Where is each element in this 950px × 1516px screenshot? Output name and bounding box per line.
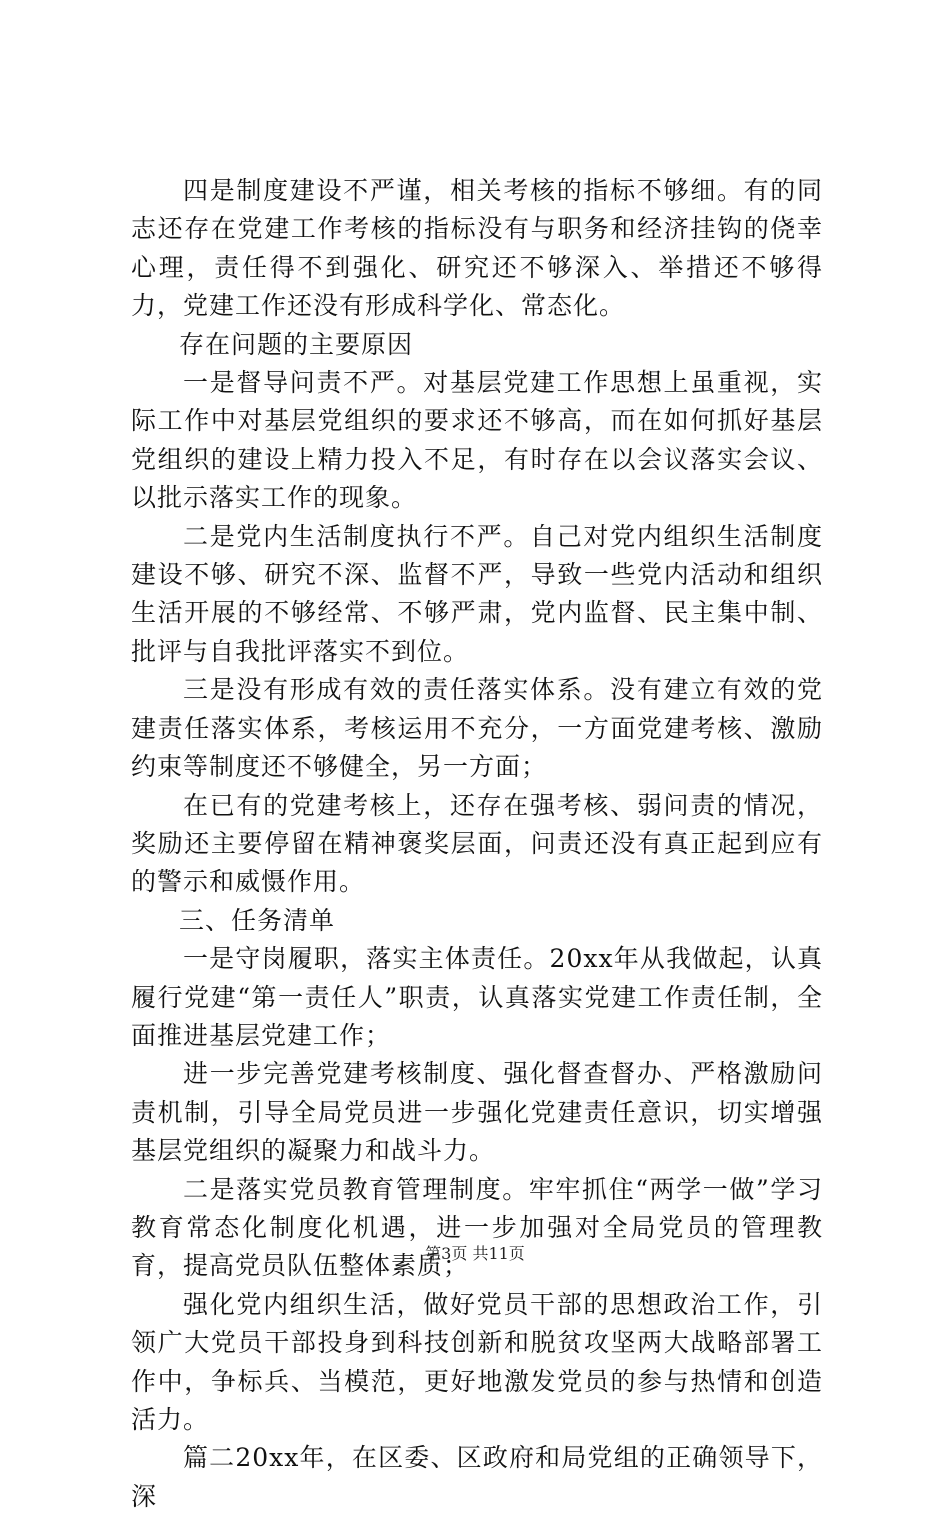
paragraph-assessment-improvement: 进一步完善党建考核制度、强化督查督办、严格激励问责机制，引导全局党员进一步强化党建责任意识，切实增强基层党组织的凝聚力和战斗力。 xyxy=(131,1059,823,1166)
paragraph-part-two-start: 篇二20xx年，在区委、区政府和局党组的正确领导下，深 xyxy=(131,1443,823,1511)
page-number-footer: 第3页 共11页 xyxy=(425,1244,525,1263)
paragraph-supervision-accountability: 一是督导问责不严。对基层党建工作思想上虽重视，实际工作中对基层党组织的要求还不够高，而在如何抓好基层党组织的建设上精力投入不足，有时存在以会议落实会议、以批示落实工作的现象。 xyxy=(131,368,823,513)
paragraph-member-education: 二是落实党员教育管理制度。牢牢抓住“两学一做”学习教育常态化制度化机遇，进一步加强对全局党员的管理教育，提高党员队伍整体素质； xyxy=(131,1174,823,1281)
heading-main-causes: 存在问题的主要原因 xyxy=(179,329,414,359)
paragraph-responsibility-system: 三是没有形成有效的责任落实体系。没有建立有效的党建责任落实体系，考核运用不充分，一方面党建考核、激励约束等制度还不够健全，另一方面； xyxy=(131,675,823,782)
paragraph-assessment-accountability: 在已有的党建考核上，还存在强考核、弱问责的情况，奖励还主要停留在精神褒奖层面，问责还没有真正起到应有的警示和威慑作用。 xyxy=(131,790,823,897)
paragraph-duty-performance: 一是守岗履职，落实主体责任。20xx年从我做起，认真履行党建“第一责任人”职责，认真落实党建工作责任制，全面推进基层党建工作； xyxy=(131,944,823,1050)
paragraph-institution-building: 四是制度建设不严谨，相关考核的指标不够细。有的同志还存在党建工作考核的指标没有与职务和经济挂钩的侥幸心理，责任得不到强化、研究还不够深入、举措还不够得力，党建工作还没有形成科学化、常态化。 xyxy=(131,176,823,321)
heading-task-list: 三、任务清单 xyxy=(179,905,336,935)
paragraph-organization-life: 强化党内组织生活，做好党员干部的思想政治工作，引领广大党员干部投身到科技创新和脱贫攻坚两大战略部署工作中，争标兵、当模范，更好地激发党员的参与热情和创造活力。 xyxy=(131,1289,823,1434)
paragraph-party-life-system: 二是党内生活制度执行不严。自己对党内组织生活制度建设不够、研究不深、监督不严，导致一些党内活动和组织生活开展的不够经常、不够严肃，党内监督、民主集中制、批评与自我批评落实不到位。 xyxy=(131,521,823,666)
document-body xyxy=(131,172,823,1516)
